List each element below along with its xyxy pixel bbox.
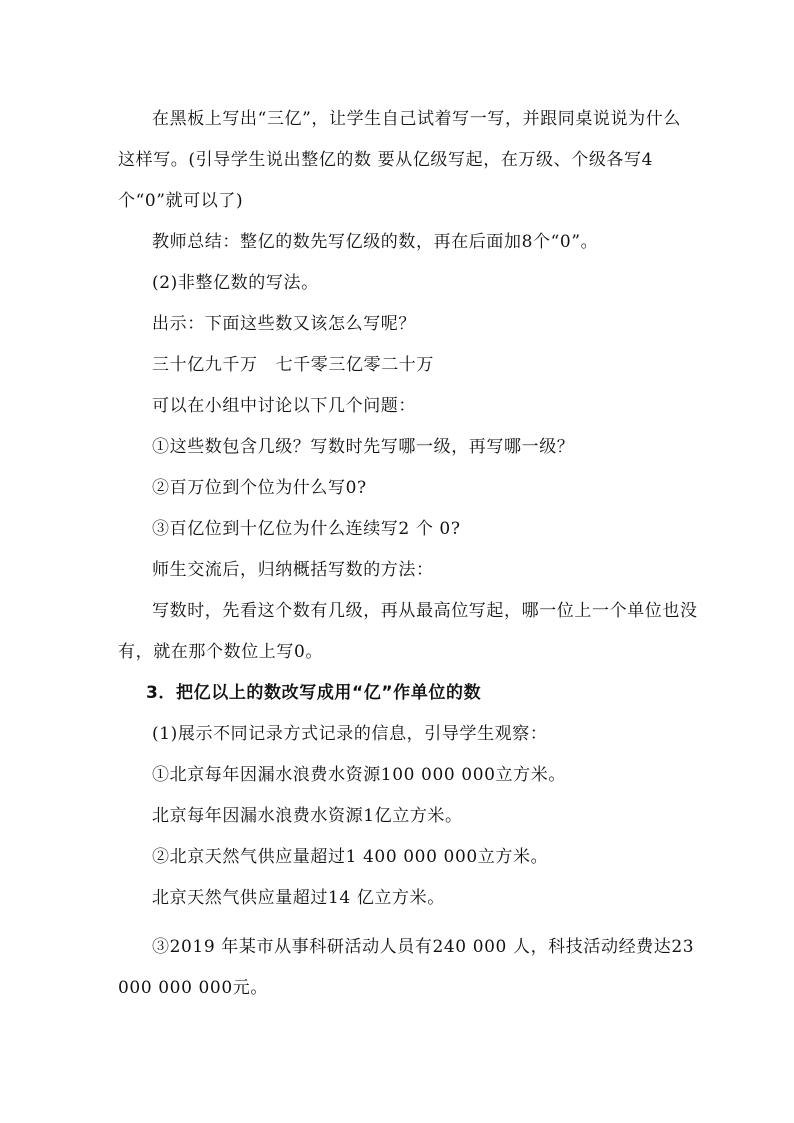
paragraph-show-question: 出示：下面这些数又该怎么写呢？	[152, 314, 416, 334]
paragraph-example-3: ③2019 年某市从事科研活动人员有240 000 人，科技活动经费达23 000 000 000元。	[118, 937, 695, 998]
paragraph-discussion-intro: 可以在小组中讨论以下几个问题：	[152, 396, 416, 416]
example-number-1: 三十亿九千万	[152, 355, 258, 375]
paragraph-question-2: ②百万位到个位为什么写0?	[152, 478, 367, 498]
paragraph-exchange: 师生交流后，归纳概括写数的方法：	[152, 560, 434, 580]
paragraph-examples	[118, 345, 698, 386]
paragraph-subheading-2: (2)非整亿数的写法。	[152, 273, 319, 293]
paragraph-example-2b: 北京天然气供应量超过14 亿立方米。	[152, 888, 445, 908]
paragraph-question-3: ③百亿位到十亿位为什么连续写2 个 0?	[152, 519, 461, 539]
example-number-2: 七千零三亿零二十万	[275, 355, 435, 375]
paragraph-example-2a: ②北京天然气供应量超过1 400 000 000立方米。	[152, 847, 549, 867]
paragraph-example-1a: ①北京每年因漏水浪费水资源100 000 000立方米。	[152, 765, 566, 785]
paragraph-question-1: ①这些数包含几级？写数时先写哪一级，再写哪一级？	[152, 437, 575, 457]
paragraph-intro: 在黑板上写出“三亿”，让学生自己试着写一写，并跟同桌说说为什么这样写。(引导学生说出整亿的数 要从亿级写起，在万级、个级各写4个“0”就可以了)	[118, 109, 681, 211]
paragraph-example-1b: 北京每年因漏水浪费水资源1亿立方米。	[152, 806, 463, 826]
paragraph-display-info: (1)展示不同记录方式记录的信息，引导学生观察：	[152, 724, 548, 744]
paragraph-teacher-summary: 教师总结：整亿的数先写亿级的数，再在后面加8个“0”。	[152, 232, 599, 252]
section-heading-3: 3．把亿以上的数改写成用“亿”作单位的数	[146, 683, 482, 703]
paragraph-writing-method: 写数时，先看这个数有几级，再从最高位写起，哪一位上一个单位也没有，就在那个数位上写0。	[118, 601, 698, 662]
